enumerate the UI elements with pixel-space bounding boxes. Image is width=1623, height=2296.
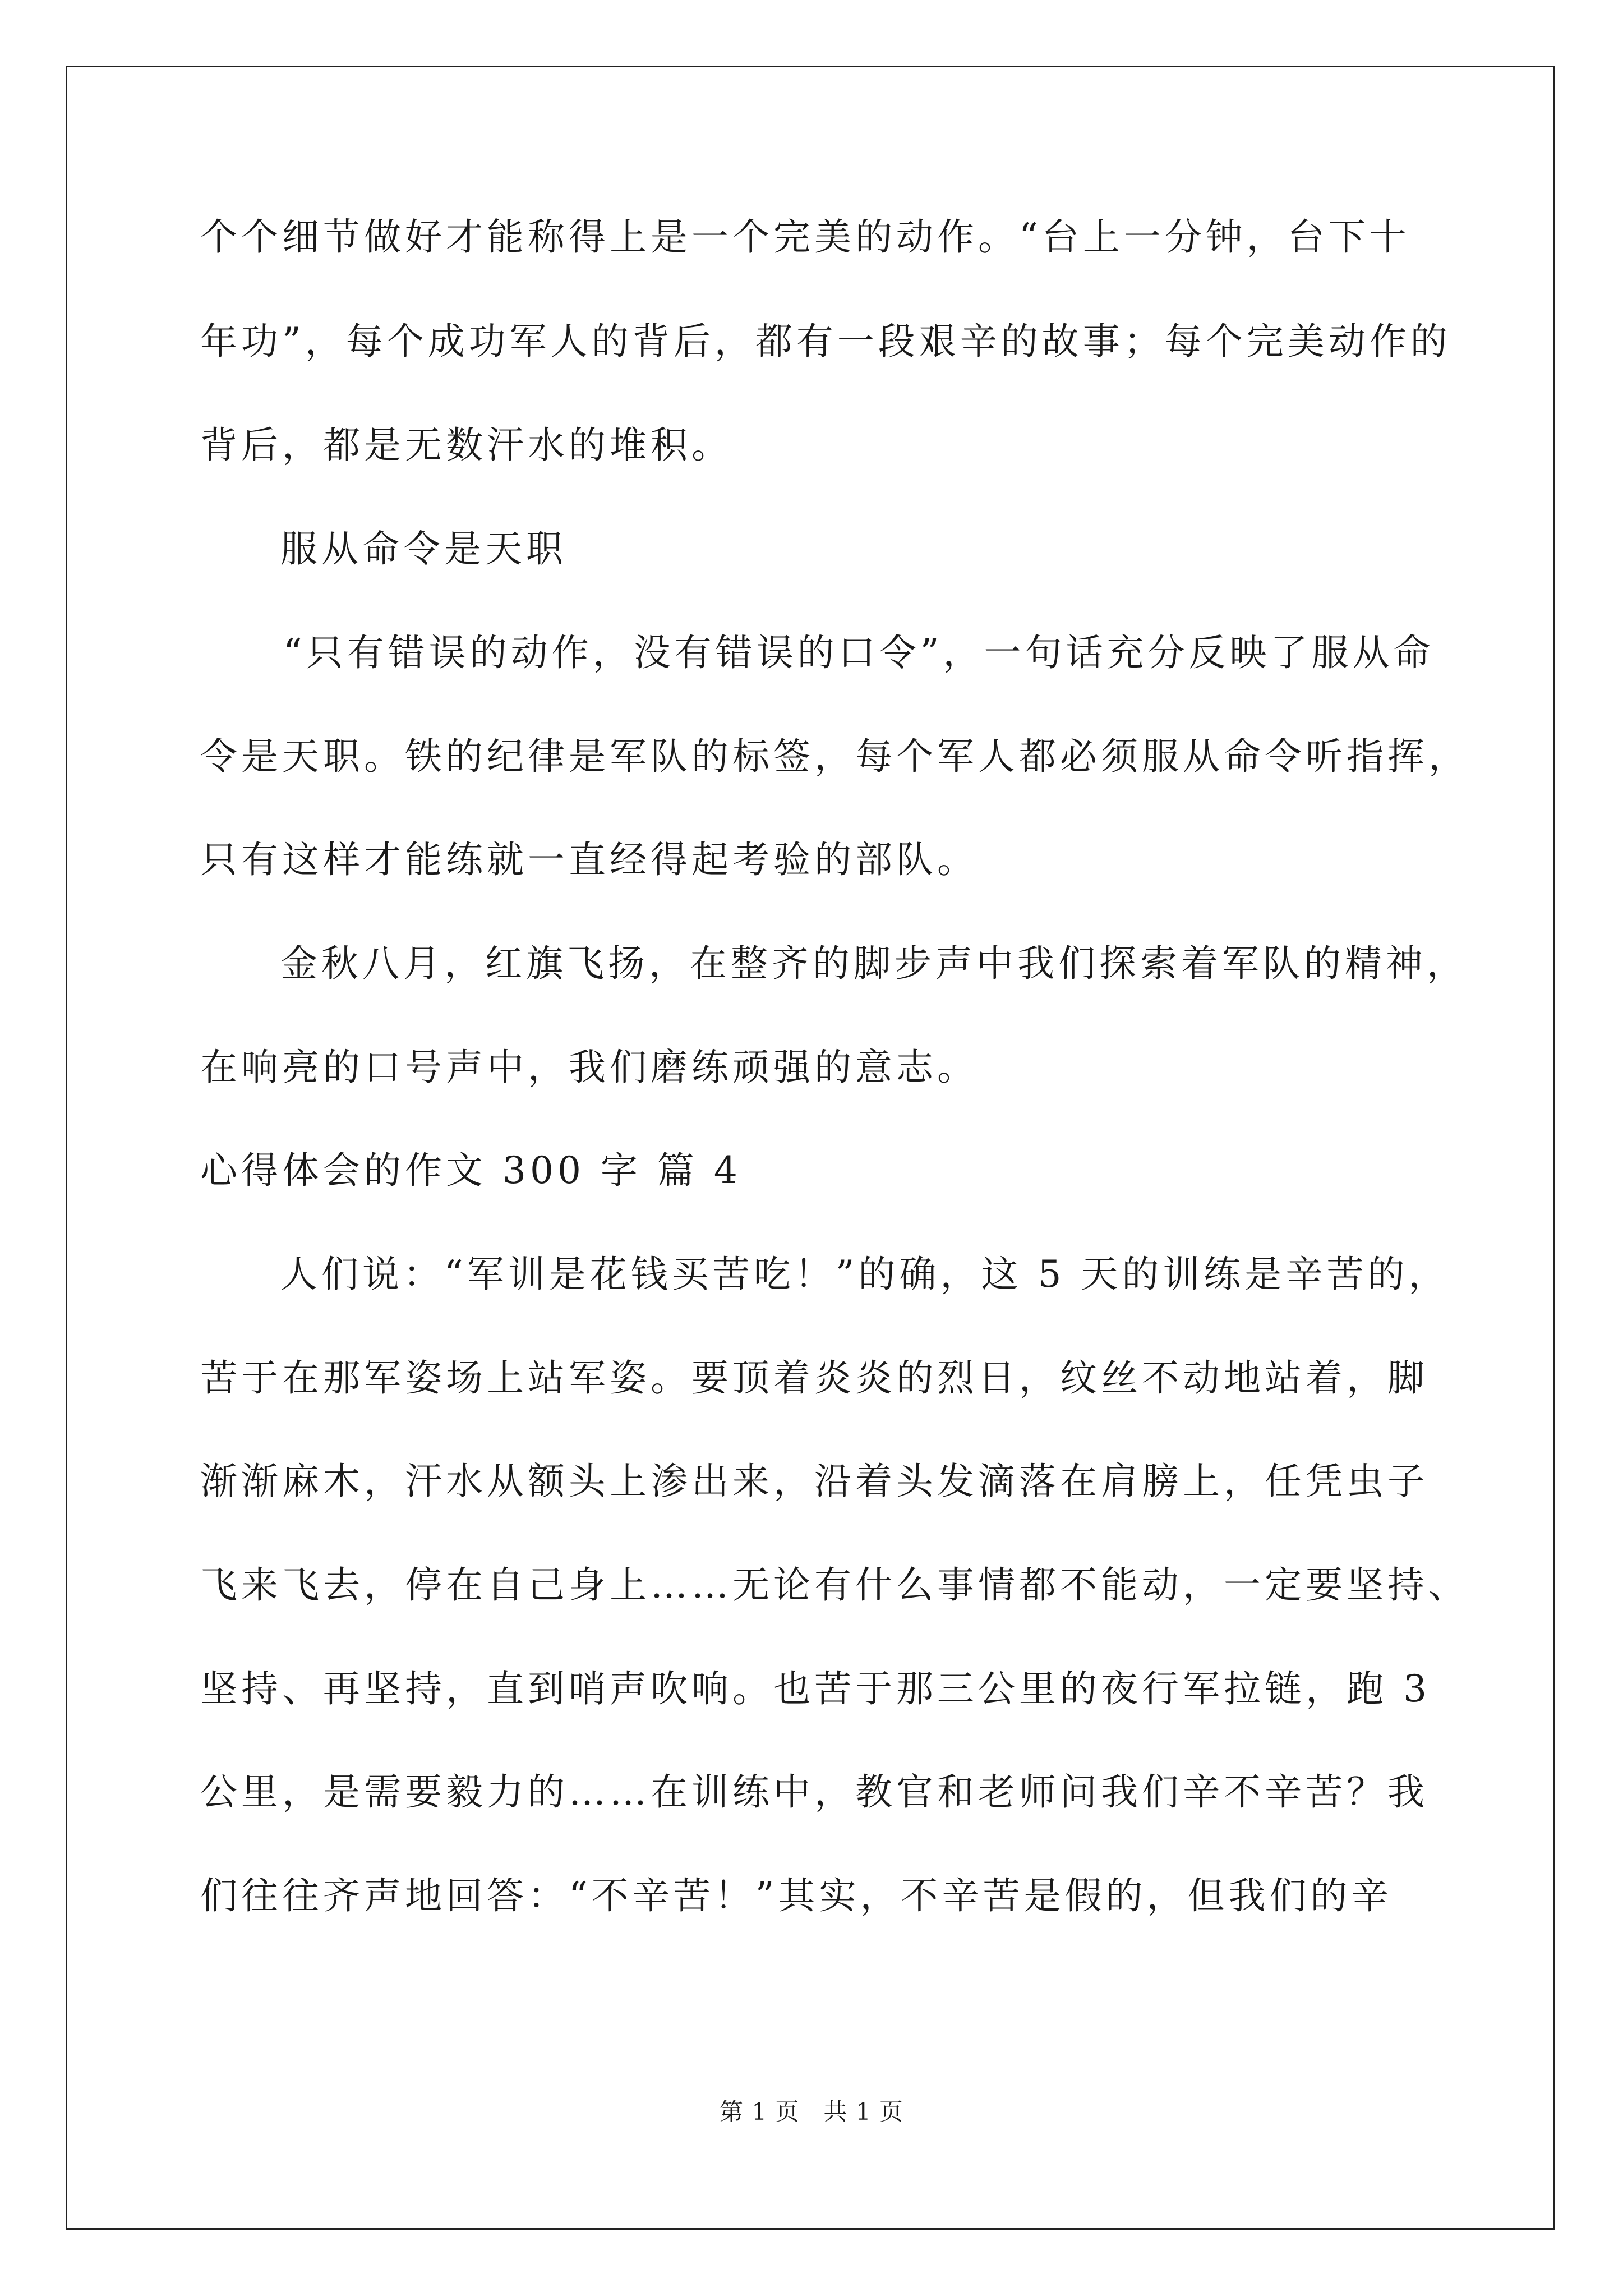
body-line: 飞来飞去，停在自己身上……无论有什么事情都不能动，一定要坚持、 [200, 1563, 1469, 1607]
body-line: 年功”，每个成功军人的背后，都有一段艰辛的故事；每个完美动作的 [200, 320, 1451, 363]
body-line: 渐渐麻木，汗水从额头上渗出来，沿着头发滴落在肩膀上，任凭虫子 [200, 1460, 1428, 1503]
body-line: 们往往齐声地回答：“不辛苦！”其实，不辛苦是假的，但我们的辛 [200, 1874, 1393, 1917]
body-line: 只有这样才能练就一直经得起考验的部队。 [200, 838, 978, 881]
body-line: 人们说：“军训是花钱买苦吃！”的确，这 5 天的训练是辛苦的， [280, 1253, 1450, 1296]
section-heading: 服从命令是天职 [280, 527, 567, 570]
body-line: 坚持、再坚持，直到哨声吹响。也苦于那三公里的夜行军拉链，跑 3 [200, 1667, 1431, 1710]
body-line: 苦于在那军姿场上站军姿。要顶着炎炎的烈日，纹丝不动地站着，脚 [200, 1356, 1428, 1400]
body-line: 令是天职。铁的纪律是军队的标签，每个军人都必须服从命令听指挥， [200, 735, 1469, 778]
body-line: “只有错误的动作，没有错误的口令”，一句话充分反映了服从命 [283, 631, 1435, 674]
page-number-footer: 第 1 页 共 1 页 [720, 2098, 903, 2125]
body-line: 在响亮的口号声中，我们磨练顽强的意志。 [200, 1046, 978, 1089]
body-line: 个个细节做好才能称得上是一个完美的动作。“台上一分钟，台下十 [200, 215, 1410, 259]
body-line: 公里，是需要毅力的……在训练中，教官和老师问我们辛不辛苦？我 [200, 1770, 1428, 1814]
article-title: 心得体会的作文 300 字 篇 4 [200, 1149, 741, 1192]
body-line: 背后，都是无数汗水的堆积。 [200, 424, 732, 467]
body-line: 金秋八月，红旗飞扬，在整齐的脚步声中我们探索着军队的精神， [280, 942, 1468, 985]
